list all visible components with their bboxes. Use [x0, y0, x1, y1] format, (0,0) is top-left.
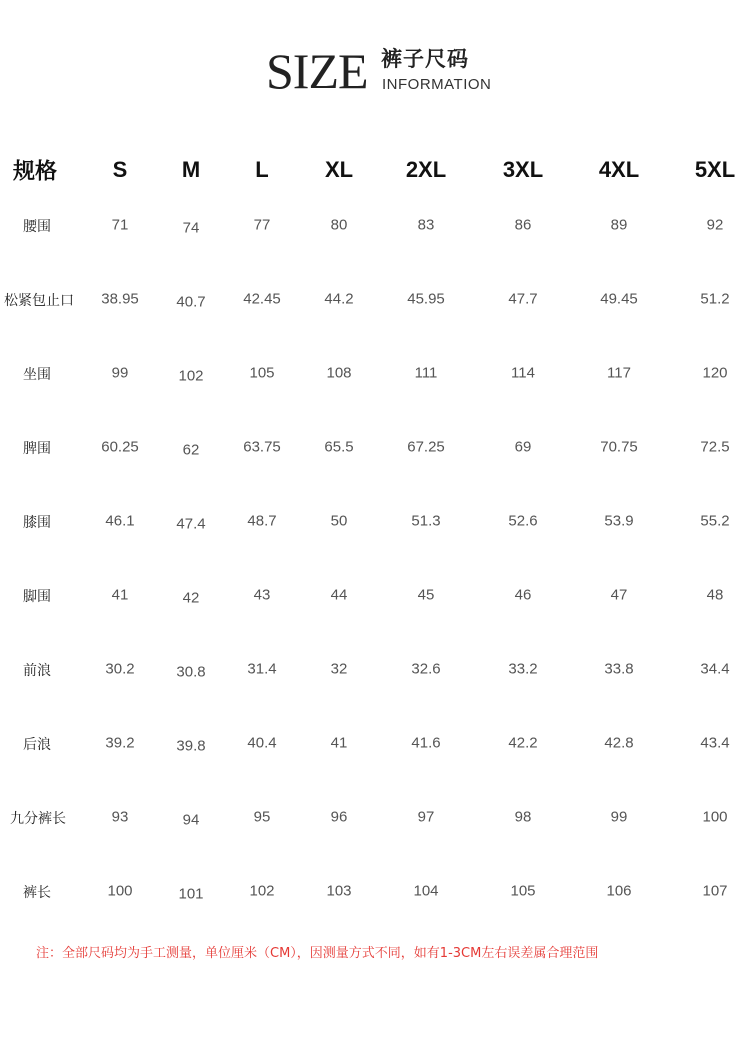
table-cell: 98	[514, 808, 532, 826]
table-cell: 38.95	[101, 290, 139, 308]
table-cell: 97	[417, 808, 435, 826]
table-cell: 48.7	[247, 512, 277, 530]
table-cell: 46	[514, 586, 532, 604]
table-cell: 93	[111, 808, 129, 826]
table-cell: 70.75	[600, 438, 638, 456]
table-cell: 120	[702, 364, 728, 382]
table-cell: 100	[107, 882, 133, 900]
table-cell: 40.4	[247, 734, 277, 752]
table-cell: 43	[253, 586, 271, 604]
table-cell: 69	[514, 438, 532, 456]
table-cell: 74	[182, 219, 200, 237]
table-cell: 99	[111, 364, 129, 382]
table-cell: 86	[514, 216, 532, 234]
table-cell: 31.4	[247, 660, 277, 678]
table-cell: 47.7	[508, 290, 538, 308]
table-cell: 39.2	[105, 734, 135, 752]
table-cell: 42.2	[508, 734, 538, 752]
table-cell: 51.3	[411, 512, 441, 530]
column-header: 4XL	[598, 157, 640, 182]
column-header: 5XL	[694, 157, 736, 182]
table-cell: 41.6	[411, 734, 441, 752]
table-cell: 92	[706, 216, 724, 234]
table-cell: 80	[330, 216, 348, 234]
row-label: 脾围	[23, 441, 51, 457]
table-cell: 42.45	[243, 290, 281, 308]
table-cell: 96	[330, 808, 348, 826]
table-cell: 30.8	[176, 663, 206, 681]
row-label: 后浪	[23, 737, 51, 753]
column-header: 3XL	[502, 157, 544, 182]
table-cell: 42	[182, 589, 200, 607]
row-label: 脚围	[23, 589, 51, 605]
table-cell: 39.8	[176, 737, 206, 755]
row-label: 松紧包止口	[4, 293, 74, 309]
table-cell: 40.7	[176, 293, 206, 311]
table-cell: 111	[414, 364, 438, 382]
table-cell: 44.2	[324, 290, 354, 308]
table-cell: 108	[326, 364, 352, 382]
row-label: 腰围	[23, 219, 51, 235]
table-cell: 107	[702, 882, 728, 900]
table-cell: 42.8	[604, 734, 634, 752]
table-cell: 65.5	[324, 438, 354, 456]
table-cell: 72.5	[700, 438, 730, 456]
table-cell: 33.8	[604, 660, 634, 678]
table-cell: 44	[330, 586, 348, 604]
table-cell: 41	[111, 586, 129, 604]
table-cell: 51.2	[700, 290, 730, 308]
row-label: 坐围	[23, 367, 51, 383]
pants-size-title: 裤子尺码	[381, 47, 469, 71]
column-header: L	[255, 157, 269, 182]
row-label: 九分裤长	[10, 811, 66, 827]
table-cell: 106	[606, 882, 632, 900]
table-cell: 104	[413, 882, 439, 900]
table-cell: 32	[330, 660, 348, 678]
column-header: M	[181, 157, 201, 182]
table-cell: 94	[182, 811, 200, 829]
table-cell: 67.25	[407, 438, 445, 456]
table-cell: 105	[510, 882, 536, 900]
table-cell: 103	[326, 882, 352, 900]
table-cell: 47.4	[176, 515, 206, 533]
table-cell: 60.25	[101, 438, 139, 456]
table-cell: 62	[182, 441, 200, 459]
table-cell: 117	[607, 364, 631, 382]
table-cell: 83	[417, 216, 435, 234]
table-cell: 105	[249, 364, 275, 382]
row-label: 裤长	[23, 885, 51, 901]
table-cell: 48	[706, 586, 724, 604]
row-label: 膝围	[23, 515, 51, 531]
table-cell: 77	[253, 216, 271, 234]
table-cell: 30.2	[105, 660, 135, 678]
table-cell: 43.4	[700, 734, 730, 752]
table-cell: 34.4	[700, 660, 730, 678]
table-cell: 63.75	[243, 438, 281, 456]
table-cell: 45.95	[407, 290, 445, 308]
table-cell: 41	[330, 734, 348, 752]
column-header: XL	[324, 157, 354, 182]
table-cell: 102	[178, 367, 204, 385]
table-cell: 32.6	[411, 660, 441, 678]
table-cell: 50	[330, 512, 348, 530]
table-cell: 114	[511, 364, 535, 382]
column-header: S	[112, 157, 128, 182]
table-cell: 101	[178, 885, 204, 903]
size-title: SIZE	[266, 43, 368, 99]
table-cell: 46.1	[105, 512, 135, 530]
table-cell: 55.2	[700, 512, 730, 530]
table-cell: 99	[610, 808, 628, 826]
table-cell: 53.9	[604, 512, 634, 530]
table-cell: 47	[610, 586, 628, 604]
table-cell: 71	[111, 216, 129, 234]
row-label: 前浪	[23, 663, 51, 679]
information-subtitle: INFORMATION	[382, 76, 492, 93]
measurement-note: 注：全部尺码均为手工测量，单位厘米（CM），因测量方式不同，如有1-3CM左右误差属合理范围	[36, 946, 599, 961]
table-header-label: 规格	[12, 159, 58, 185]
table-cell: 45	[417, 586, 435, 604]
table-cell: 49.45	[600, 290, 638, 308]
table-cell: 89	[610, 216, 628, 234]
table-cell: 33.2	[508, 660, 538, 678]
column-header: 2XL	[405, 157, 447, 182]
table-cell: 100	[702, 808, 728, 826]
table-cell: 52.6	[508, 512, 538, 530]
table-cell: 95	[253, 808, 271, 826]
table-cell: 102	[249, 882, 275, 900]
